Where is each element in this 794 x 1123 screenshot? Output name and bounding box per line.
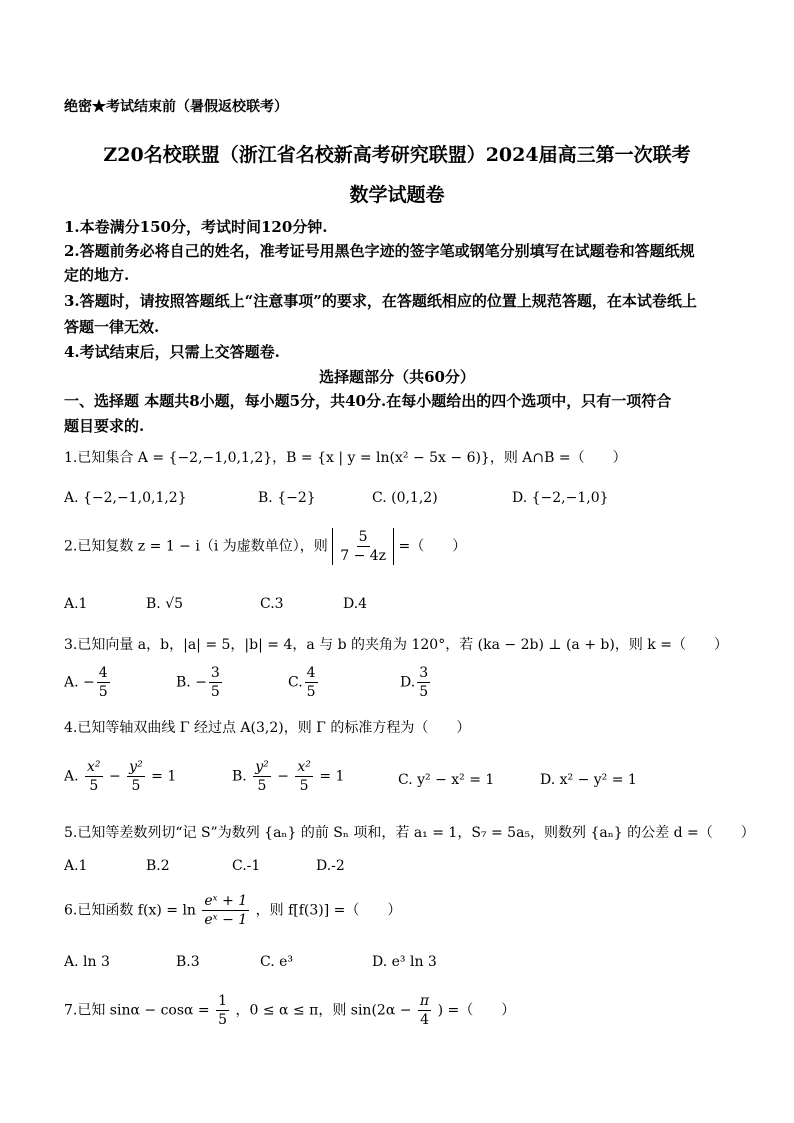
confidential-label: 绝密★考试结束前（暑假返校联考） <box>64 99 288 115</box>
q2-fraction <box>338 528 388 565</box>
notice-line: 2.答题前务必将自己的姓名，准考证号用黑色字迹的签字笔或钢笔分别填写在试题卷和答题纸规 <box>64 242 695 260</box>
q6-option-d: D. e³ ln 3 <box>372 954 437 970</box>
exam-subtitle: 数学试题卷 <box>349 184 445 206</box>
q2-option-a: A.1 <box>64 596 88 612</box>
exam-title: Z20名校联盟（浙江省名校新高考研究联盟）2024届高三第一次联考 <box>103 144 691 166</box>
notice-line: 定的地方. <box>64 266 130 284</box>
q6-fraction: $\frac{\text{eˣ + 1}}{\text{eˣ − 1}}$ <box>204 893 248 928</box>
q2-option-c: C.3 <box>260 596 284 612</box>
q2-absolute-value <box>332 528 394 565</box>
q2-prefix: 2.已知复数 z = 1 − i（i 为虚数单位），则 <box>64 538 328 555</box>
q1-option-a: A. {−2,−1,0,1,2} <box>64 490 187 506</box>
q4-option-d: D. x² − y² = 1 <box>540 772 637 788</box>
q3-option-a: A. − $\frac{4}{5}$ <box>64 665 108 700</box>
q5-option-b: B.2 <box>146 858 170 874</box>
q2-fraction-num: 5 <box>358 529 368 545</box>
question-5: 5.已知等差数列切“记 S”为数列 {aₙ} 的前 Sₙ 项和，若 a₁ = 1，S₇ = 5a₅，则数列 {aₙ} 的公差 d =（ ） <box>64 825 755 841</box>
q7-fraction: $\frac{1}{5}$ <box>218 993 228 1028</box>
q7-fraction-pi: $\frac{\pi}{4}$ <box>419 993 430 1028</box>
notice-line: 3.答题时，请按照答题纸上“注意事项”的要求，在答题纸相应的位置上规范答题，在本试卷纸上 <box>64 292 697 310</box>
question-3: 3.已知向量 a，b，|a| = 5，|b| = 4，a 与 b 的夹角为 120°，若 (ka − 2b) ⊥ (a + b)，则 k =（ ） <box>64 637 728 653</box>
q4-option-c: C. y² − x² = 1 <box>398 772 495 788</box>
q3-option-c: C. $\frac{4}{5}$ <box>288 665 316 700</box>
section-instruction: 一、选择题 本题共8小题，每小题5分，共40分.在每小题给出的四个选项中，只有一项符合 <box>64 392 672 410</box>
q1-option-b: B. {−2} <box>258 490 316 506</box>
notice-line: 答题一律无效. <box>64 318 160 336</box>
q6-option-a: A. ln 3 <box>64 954 110 970</box>
question-2 <box>64 528 466 565</box>
q2-option-d: D.4 <box>343 596 368 612</box>
question-7: 7.已知 sinα − cosα = $\frac{1}{5}$ ，0 ≤ α ≤ π，则 sin(2α − $\frac{\pi}{4}$ ) =（ ） <box>64 993 516 1028</box>
section-instruction: 题目要求的. <box>64 417 145 435</box>
notice-line: 1.本卷满分150分，考试时间120分钟. <box>64 218 328 236</box>
q2-option-b: B. √5 <box>146 596 184 612</box>
q3-option-b: B. − $\frac{3}{5}$ <box>176 665 220 700</box>
notice-line: 4.考试结束后，只需上交答题卷. <box>64 343 280 361</box>
q3-option-d: D. $\frac{3}{5}$ <box>400 665 429 700</box>
q5-option-d: D.-2 <box>316 858 345 874</box>
q4-option-a: A. $\frac{\text{x²}}{5}$ − $\frac{\text{y²}}{5}$ = 1 <box>64 759 177 794</box>
section-title: 选择题部分（共60分） <box>319 368 475 386</box>
q5-option-a: A.1 <box>64 858 88 874</box>
q6-option-b: B.3 <box>176 954 200 970</box>
q5-option-c: C.-1 <box>232 858 261 874</box>
q2-suffix: =（ ） <box>398 538 467 555</box>
question-6: 6.已知函数 f(x) = ln $\frac{\text{eˣ + 1}}{\text{eˣ − 1}}$ ，则 f[f(3)] =（ ） <box>64 893 402 928</box>
q1-option-d: D. {−2,−1,0} <box>512 490 609 506</box>
q4-option-b: B. $\frac{\text{y²}}{5}$ − $\frac{\text{x²}}{5}$ = 1 <box>232 759 345 794</box>
question-1: 1.已知集合 A = {−2,−1,0,1,2}，B = {x | y = ln(x² − 5x − 6)}，则 A∩B =（ ） <box>64 450 627 466</box>
q1-option-c: C. (0,1,2) <box>372 490 438 506</box>
q2-fraction-den: 7 − 4z <box>340 548 387 564</box>
q6-option-c: C. e³ <box>260 954 294 970</box>
question-4: 4.已知等轴双曲线 Γ 经过点 A(3,2)，则 Γ 的标准方程为（ ） <box>64 720 471 736</box>
